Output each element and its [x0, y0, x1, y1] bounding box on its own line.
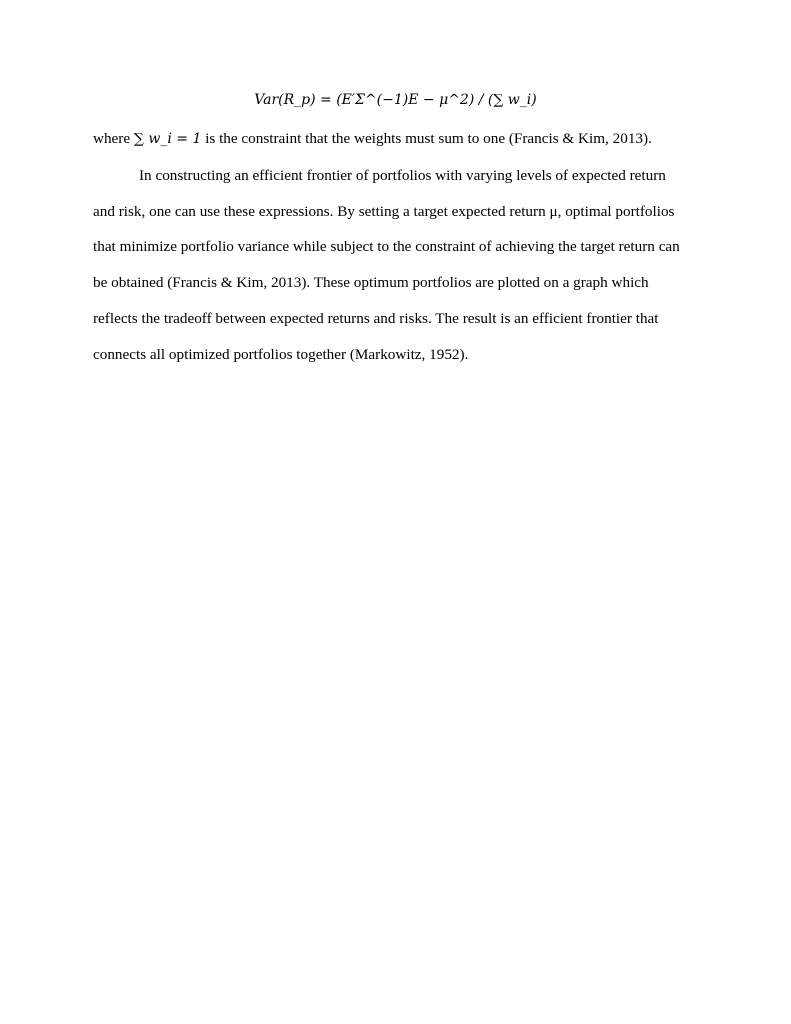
constraint-math: ∑ w_i = 1	[133, 131, 202, 147]
paragraph-line: connects all optimized portfolios together (Markowitz, 1952).	[93, 345, 469, 363]
body-text	[93, 121, 703, 373]
variance-equation: Var(R_p) = (E′Σ^(−1)E − μ^2) / (∑ w_i)	[254, 92, 537, 108]
constraint-line	[93, 121, 703, 158]
paragraph-line: be obtained (Francis & Kim, 2013). These optimum portfolios are plotted on a graph which	[93, 274, 649, 292]
paragraph-line: In constructing an efficient frontier of portfolios with varying levels of expected return	[139, 166, 666, 184]
paragraph-line: reflects the tradeoff between expected returns and risks. The result is an efficient frontier that	[93, 309, 659, 327]
paragraph-line: that minimize portfolio variance while subject to the constraint of achieving the target return can	[93, 238, 680, 256]
paragraph-line: and risk, one can use these expressions. By setting a target expected return μ, optimal portfolios	[93, 202, 675, 220]
constraint-suffix: is the constraint that the weights must sum to one (Francis & Kim, 2013).	[201, 130, 652, 147]
constraint-prefix: where	[93, 130, 134, 147]
